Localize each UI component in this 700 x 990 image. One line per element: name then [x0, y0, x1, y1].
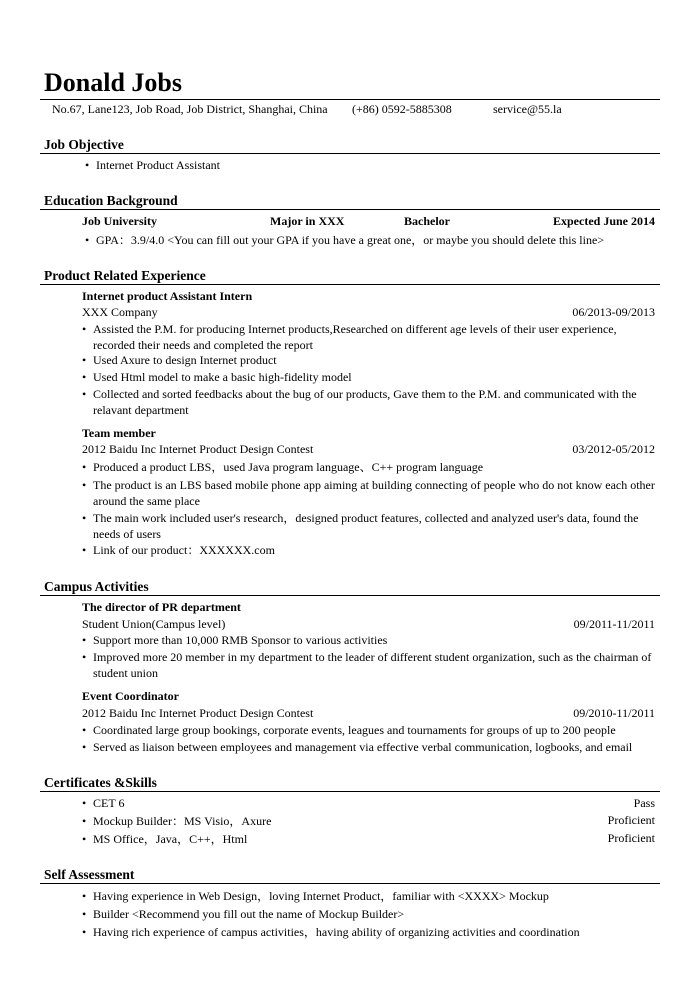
job-org: XXX Company: [82, 305, 158, 319]
list-item: • Assisted the P.M. for producing Internet products,Researched on different age levels of their user experience, recorded their needs and completed the report: [93, 321, 655, 353]
list-item: • Coordinated large group bookings, corporate events, leagues and tournaments for groups of up to 200 people: [93, 722, 616, 738]
list-item: • Having rich experience of campus activities，having ability of organizing activities and coordination: [93, 924, 580, 940]
job-dates: 03/2012-05/2012: [572, 442, 655, 456]
contact-email[interactable]: service@55.la: [493, 102, 562, 116]
section-title-experience: Product Related Experience: [44, 268, 206, 283]
section-title-skills: Certificates &Skills: [44, 775, 157, 790]
skill-name: • MS Office，Java，C++，Html: [93, 831, 247, 847]
list-item: • Used Axure to design Internet product: [93, 352, 277, 368]
list-item: • Having experience in Web Design，loving Internet Product，familiar with <XXXX> Mockup: [93, 888, 549, 904]
job-role: The director of PR department: [82, 600, 241, 614]
skill-level: Pass: [633, 796, 655, 810]
section-rule: [40, 153, 660, 154]
contact-phone: (+86) 0592-5885308: [352, 102, 452, 116]
section-rule: [40, 209, 660, 210]
skill-level: Proficient: [607, 831, 655, 845]
list-item: • Served as liaison between employees and management via effective verbal communication, logbooks, and email: [93, 739, 632, 755]
education-expected: Expected June 2014: [553, 214, 655, 228]
education-school: Job University: [82, 214, 157, 228]
job-org: Student Union(Campus level): [82, 617, 226, 631]
job-role: Team member: [82, 426, 156, 440]
job-org: 2012 Baidu Inc Internet Product Design Contest: [82, 706, 314, 720]
header-rule: [40, 99, 660, 100]
education-gpa: • GPA：3.9/4.0 <You can fill out your GPA if you have a great one，or maybe you should delete this line>: [96, 232, 604, 248]
job-dates: 09/2010-11/2011: [573, 706, 655, 720]
skill-level: Proficient: [607, 813, 655, 827]
job-dates: 06/2013-09/2013: [572, 305, 655, 319]
list-item: • Support more than 10,000 RMB Sponsor to various activities: [93, 632, 387, 648]
list-item: • Link of our product：XXXXXX.com: [93, 542, 275, 558]
candidate-name: Donald Jobs: [44, 68, 182, 97]
job-dates: 09/2011-11/2011: [573, 617, 655, 631]
section-title-education: Education Background: [44, 193, 178, 208]
section-rule: [40, 284, 660, 285]
job-org: 2012 Baidu Inc Internet Product Design Contest: [82, 442, 314, 456]
list-item: • The product is an LBS based mobile phone app aiming at building connecting of people who do not know each other around the same place: [93, 477, 655, 509]
section-title-self-assessment: Self Assessment: [44, 867, 135, 882]
list-item: • The main work included user's research，designed product features, collected and analyzed user's data, found the needs of users: [93, 510, 655, 542]
job-role: Event Coordinator: [82, 689, 179, 703]
skill-name: • CET 6: [93, 795, 124, 811]
education-major: Major in XXX: [270, 214, 345, 228]
job-role: Internet product Assistant Intern: [82, 289, 253, 303]
list-item: • Used Html model to make a basic high-fidelity model: [93, 369, 352, 385]
section-title-job-objective: Job Objective: [44, 137, 124, 152]
contact-address: No.67, Lane123, Job Road, Job District, Shanghai, China: [52, 102, 328, 116]
list-item: • Collected and sorted feedbacks about the bug of our products, Gave them to the P.M. and communicated with the relavant department: [93, 386, 655, 418]
section-title-campus: Campus Activities: [44, 579, 149, 594]
skill-name: • Mockup Builder：MS Visio，Axure: [93, 813, 271, 829]
list-item: • Improved more 20 member in my department to the leader of different student organization, such as the chairman of student union: [93, 649, 655, 681]
section-rule: [40, 595, 660, 596]
list-item: • Builder <Recommend you fill out the name of Mockup Builder>: [93, 906, 404, 922]
section-rule: [40, 791, 660, 792]
section-rule: [40, 883, 660, 884]
list-item: • Internet Product Assistant: [96, 157, 220, 173]
education-degree: Bachelor: [404, 214, 450, 228]
list-item: • Produced a product LBS，used Java program language、C++ program language: [93, 459, 483, 475]
